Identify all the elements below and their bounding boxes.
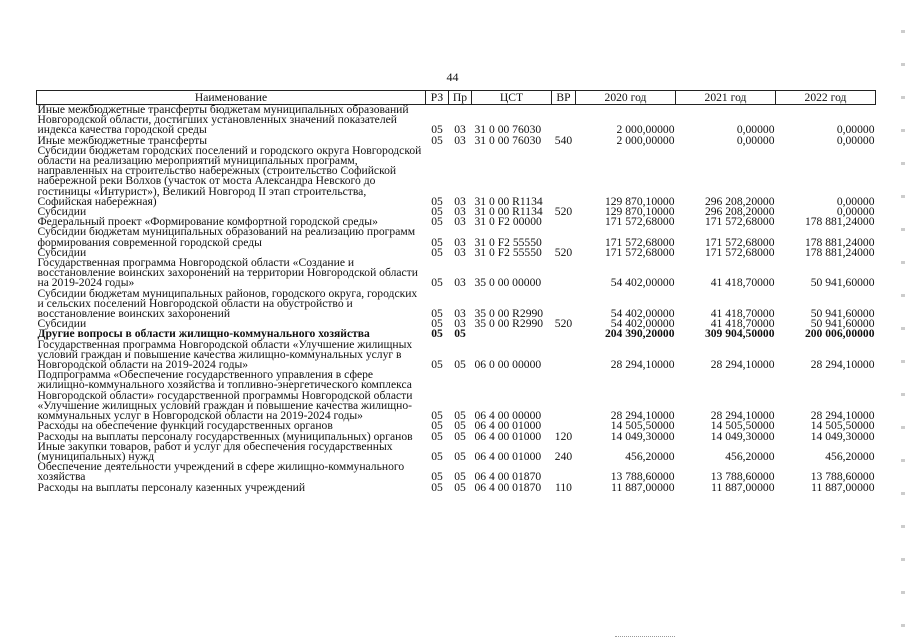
cell-cst: 31 0 F2 55550: [474, 245, 542, 259]
cell-2020: 14 049,30000: [610, 429, 675, 443]
cell-2022: 178 881,24000: [804, 245, 875, 259]
cell-2021: 0,00000: [736, 123, 775, 137]
scan-edge-marks: [901, 0, 905, 640]
cell-vr: [552, 370, 576, 421]
header-rz: РЗ: [426, 91, 449, 105]
cell-pr: 05: [454, 449, 466, 463]
cell-name: Подпрограмма «Обеспечение государственного управления в сфере жилищно-коммунального хозяйства и топливно-энергетического комплекса Новгородской области» государственной программы Новгородской области «Улучшение жилищных условий граждан и повышение качества жилищно-коммунальных услуг в Новгородской области на 2019-2024 годы»: [37, 368, 413, 423]
cell-rz: 05: [431, 194, 443, 208]
cell-2022: 0,00000: [836, 194, 875, 208]
cell-2020: 171 572,68000: [604, 235, 675, 249]
cell-2021: 13 788,60000: [710, 470, 775, 484]
cell-rz: 05: [431, 409, 443, 423]
cell-name: Субсидии бюджетам муниципальных образований на реализацию программ формирования современной городской среды: [37, 225, 416, 249]
header-pr: Пр: [449, 91, 472, 105]
cell-vr: [552, 146, 576, 207]
header-2022: 2022 год: [776, 91, 876, 105]
cell-2020: 28 294,10000: [610, 409, 675, 423]
table-row: [37, 483, 876, 493]
cell-2021: 309 904,50000: [704, 327, 775, 341]
cell-rz: 05: [431, 123, 443, 137]
cell-pr: 03: [454, 215, 466, 229]
header-cst: ЦСТ: [472, 91, 552, 105]
cell-cst: 06 4 00 01870: [474, 470, 542, 484]
cell-vr: [552, 217, 576, 227]
cell-pr: 03: [454, 307, 466, 321]
header-vr: ВР: [552, 91, 576, 105]
cell-vr: [552, 227, 576, 247]
cell-rz: 05: [431, 245, 443, 259]
cell-2021: 41 418,70000: [710, 317, 775, 331]
cell-2021: 14 049,30000: [710, 429, 775, 443]
table-row: [37, 340, 876, 371]
budget-table: [36, 90, 876, 493]
cell-pr: 03: [454, 133, 466, 147]
cell-2022: 13 788,60000: [810, 470, 875, 484]
cell-2020: 204 390,20000: [604, 327, 675, 341]
cell-vr: [552, 329, 576, 339]
cell-pr: 05: [454, 470, 466, 484]
cell-2020: 171 572,68000: [604, 245, 675, 259]
cell-name: Обеспечение деятельности учреждений в сфере жилищно-коммунального хозяйства: [37, 460, 405, 484]
cell-rz: 05: [431, 480, 443, 494]
cell-2021: 41 418,70000: [710, 307, 775, 321]
cell-vr: [552, 105, 576, 136]
cell-cst: 35 0 00 R2990: [474, 307, 544, 321]
cell-2021: 171 572,68000: [704, 245, 775, 259]
cell-cst: 06 4 00 01000: [474, 429, 542, 443]
cell-name: Субсидии: [37, 317, 87, 331]
cell-2021: 171 572,68000: [704, 215, 775, 229]
cell-cst: 06 4 00 01870: [474, 480, 542, 494]
cell-pr: 05: [454, 429, 466, 443]
cell-name: Расходы на выплаты персоналу казенных учреждений: [37, 480, 306, 494]
cell-2021: 0,00000: [736, 133, 775, 147]
cell-name: Иные межбюджетные трансферты бюджетам муниципальных образований Новгородской области, достигших установленных значений показателей индекса качества городской среды: [37, 103, 409, 137]
cell-cst: 31 0 F2 55550: [474, 235, 542, 249]
cell-cst: 06 4 00 01000: [474, 449, 542, 463]
cell-2022: 50 941,60000: [810, 276, 875, 290]
cell-vr: [552, 289, 576, 320]
cell-2022: 456,20000: [825, 449, 875, 463]
cell-cst: 31 0 00 76030: [474, 123, 542, 137]
cell-2020: 129 870,10000: [604, 205, 675, 219]
header-name: Наименование: [37, 91, 426, 105]
cell-2020: 2 000,00000: [616, 133, 675, 147]
cell-2022: 178 881,24000: [804, 215, 875, 229]
cell-vr: 520: [554, 205, 573, 219]
cell-rz: 05: [431, 419, 443, 433]
cell-name: Субсидии бюджетам городских поселений и городского округа Новгородской области на реализацию мероприятий муниципальных программ, направленных на строительство набережных (строительство Софийской набережной реки Волхов (участок от моста Александра Невского до гостиницы «Интурист»), Великий Новгород II этап строительства, Софийская набережная): [37, 143, 422, 208]
cell-vr: 520: [554, 317, 573, 331]
cell-name: Государственная программа Новгородской области «Улучшение жилищных условий граждан и повышение качества жилищно-коммунальных услуг в Новгородской области на 2019-2024 годы»: [37, 337, 413, 372]
cell-2022: 0,00000: [836, 133, 875, 147]
table-row: [37, 146, 876, 207]
cell-2020: 456,20000: [625, 449, 675, 463]
cell-cst: 06 4 00 00000: [474, 409, 542, 423]
cell-2020: 14 505,50000: [610, 419, 675, 433]
cell-2020: 28 294,10000: [610, 358, 675, 372]
cell-cst: 31 0 F2 00000: [474, 215, 542, 229]
cell-pr: 05: [454, 409, 466, 423]
cell-2021: 41 418,70000: [710, 276, 775, 290]
cell-name: Иные межбюджетные трансферты: [37, 133, 208, 147]
cell-rz: 05: [431, 276, 443, 290]
cell-pr: 05: [454, 419, 466, 433]
cell-vr: [552, 258, 576, 289]
cell-2022: 200 006,00000: [804, 327, 875, 341]
cell-name: Субсидии: [37, 205, 87, 219]
cell-2020: 11 887,00000: [611, 480, 675, 494]
cell-rz: 05: [431, 205, 443, 219]
cell-2022: 14 505,50000: [810, 419, 875, 433]
table-row: [37, 442, 876, 462]
cell-vr: 240: [554, 449, 573, 463]
cell-2020: 54 402,00000: [610, 317, 675, 331]
cell-2022: 14 049,30000: [810, 429, 875, 443]
cell-2020: 2 000,00000: [616, 123, 675, 137]
cell-rz: 05: [431, 317, 443, 331]
scan-footer-marks: [615, 636, 675, 638]
cell-vr: 120: [554, 429, 573, 443]
cell-name: Иные закупки товаров, работ и услуг для обеспечения государственных (муниципальных) нужд: [37, 439, 393, 463]
cell-rz: 05: [431, 215, 443, 229]
cell-rz: 05: [431, 470, 443, 484]
cell-vr: [552, 340, 576, 371]
page-number: 44: [446, 70, 459, 84]
cell-2022: 50 941,60000: [810, 307, 875, 321]
cell-2021: 28 294,10000: [710, 409, 775, 423]
cell-pr: 03: [454, 245, 466, 259]
cell-rz: 05: [431, 429, 443, 443]
cell-2021: 171 572,68000: [704, 235, 775, 249]
cell-vr: [552, 462, 576, 482]
cell-rz: 05: [431, 133, 443, 147]
cell-rz: 05: [431, 358, 443, 372]
cell-name: Другие вопросы в области жилищно-коммунального хозяйства: [37, 327, 370, 341]
cell-2020: 54 402,00000: [610, 276, 675, 290]
cell-2020: 171 572,68000: [604, 215, 675, 229]
header-2021: 2021 год: [676, 91, 776, 105]
cell-pr: 05: [454, 480, 466, 494]
cell-2022: 0,00000: [836, 123, 875, 137]
table-row: [37, 105, 876, 136]
cell-name: Федеральный проект «Формирование комфортной городской среды»: [37, 215, 378, 229]
cell-2021: 28 294,10000: [710, 358, 775, 372]
cell-2022: 11 887,00000: [811, 480, 875, 494]
cell-rz: 05: [431, 235, 443, 249]
cell-pr: 05: [454, 358, 466, 372]
cell-cst: 31 0 00 76030: [474, 133, 542, 147]
cell-rz: 05: [431, 327, 443, 341]
cell-cst: 06 4 00 01000: [474, 419, 542, 433]
table-row: [37, 370, 876, 421]
cell-2022: 50 941,60000: [810, 317, 875, 331]
cell-cst: [472, 329, 552, 339]
cell-2020: 129 870,10000: [604, 194, 675, 208]
cell-rz: 05: [431, 307, 443, 321]
cell-vr: 540: [554, 133, 573, 147]
cell-name: Государственная программа Новгородской области «Создание и восстановление воинских захоронений на территории Новгородской области на 2019-2024 годы»: [37, 256, 418, 290]
cell-cst: 31 0 00 R1134: [474, 205, 543, 219]
table-row: [37, 289, 876, 320]
cell-cst: 06 0 00 00000: [474, 358, 542, 372]
cell-cst: 35 0 00 R2990: [474, 317, 544, 331]
cell-cst: 31 0 00 R1134: [474, 194, 543, 208]
cell-2022: 0,00000: [836, 205, 875, 219]
cell-pr: 03: [454, 235, 466, 249]
cell-pr: 03: [454, 205, 466, 219]
table-row: [37, 258, 876, 289]
cell-2021: 456,20000: [725, 449, 775, 463]
cell-vr: 110: [555, 480, 572, 494]
cell-2022: 178 881,24000: [804, 235, 875, 249]
table-body: [37, 105, 876, 493]
cell-2022: 28 294,10000: [810, 358, 875, 372]
cell-name: Субсидии бюджетам муниципальных районов, городского округа, городских и сельских поселений Новгородской области на обустройство и восстановление воинских захоронений: [37, 286, 418, 321]
cell-2020: 13 788,60000: [610, 470, 675, 484]
table-row: [37, 227, 876, 247]
cell-pr: 03: [454, 276, 466, 290]
cell-name: Расходы на выплаты персоналу государственных (муниципальных) органов: [37, 429, 413, 443]
cell-2021: 11 887,00000: [711, 480, 775, 494]
cell-name: Субсидии: [37, 245, 87, 259]
cell-pr: 05: [454, 327, 466, 341]
cell-pr: 03: [454, 317, 466, 331]
header-2020: 2020 год: [576, 91, 676, 105]
cell-pr: 03: [454, 194, 466, 208]
cell-2021: 296 208,20000: [704, 205, 775, 219]
table-row: [37, 462, 876, 482]
cell-vr: 520: [554, 245, 573, 259]
cell-2020: 54 402,00000: [610, 307, 675, 321]
cell-name: Расходы на обеспечение функций государственных органов: [37, 419, 333, 433]
cell-2022: 28 294,10000: [810, 409, 875, 423]
cell-cst: 35 0 00 00000: [474, 276, 542, 290]
cell-pr: 03: [454, 123, 466, 137]
cell-rz: 05: [431, 449, 443, 463]
cell-2021: 296 208,20000: [704, 194, 775, 208]
cell-2021: 14 505,50000: [710, 419, 775, 433]
